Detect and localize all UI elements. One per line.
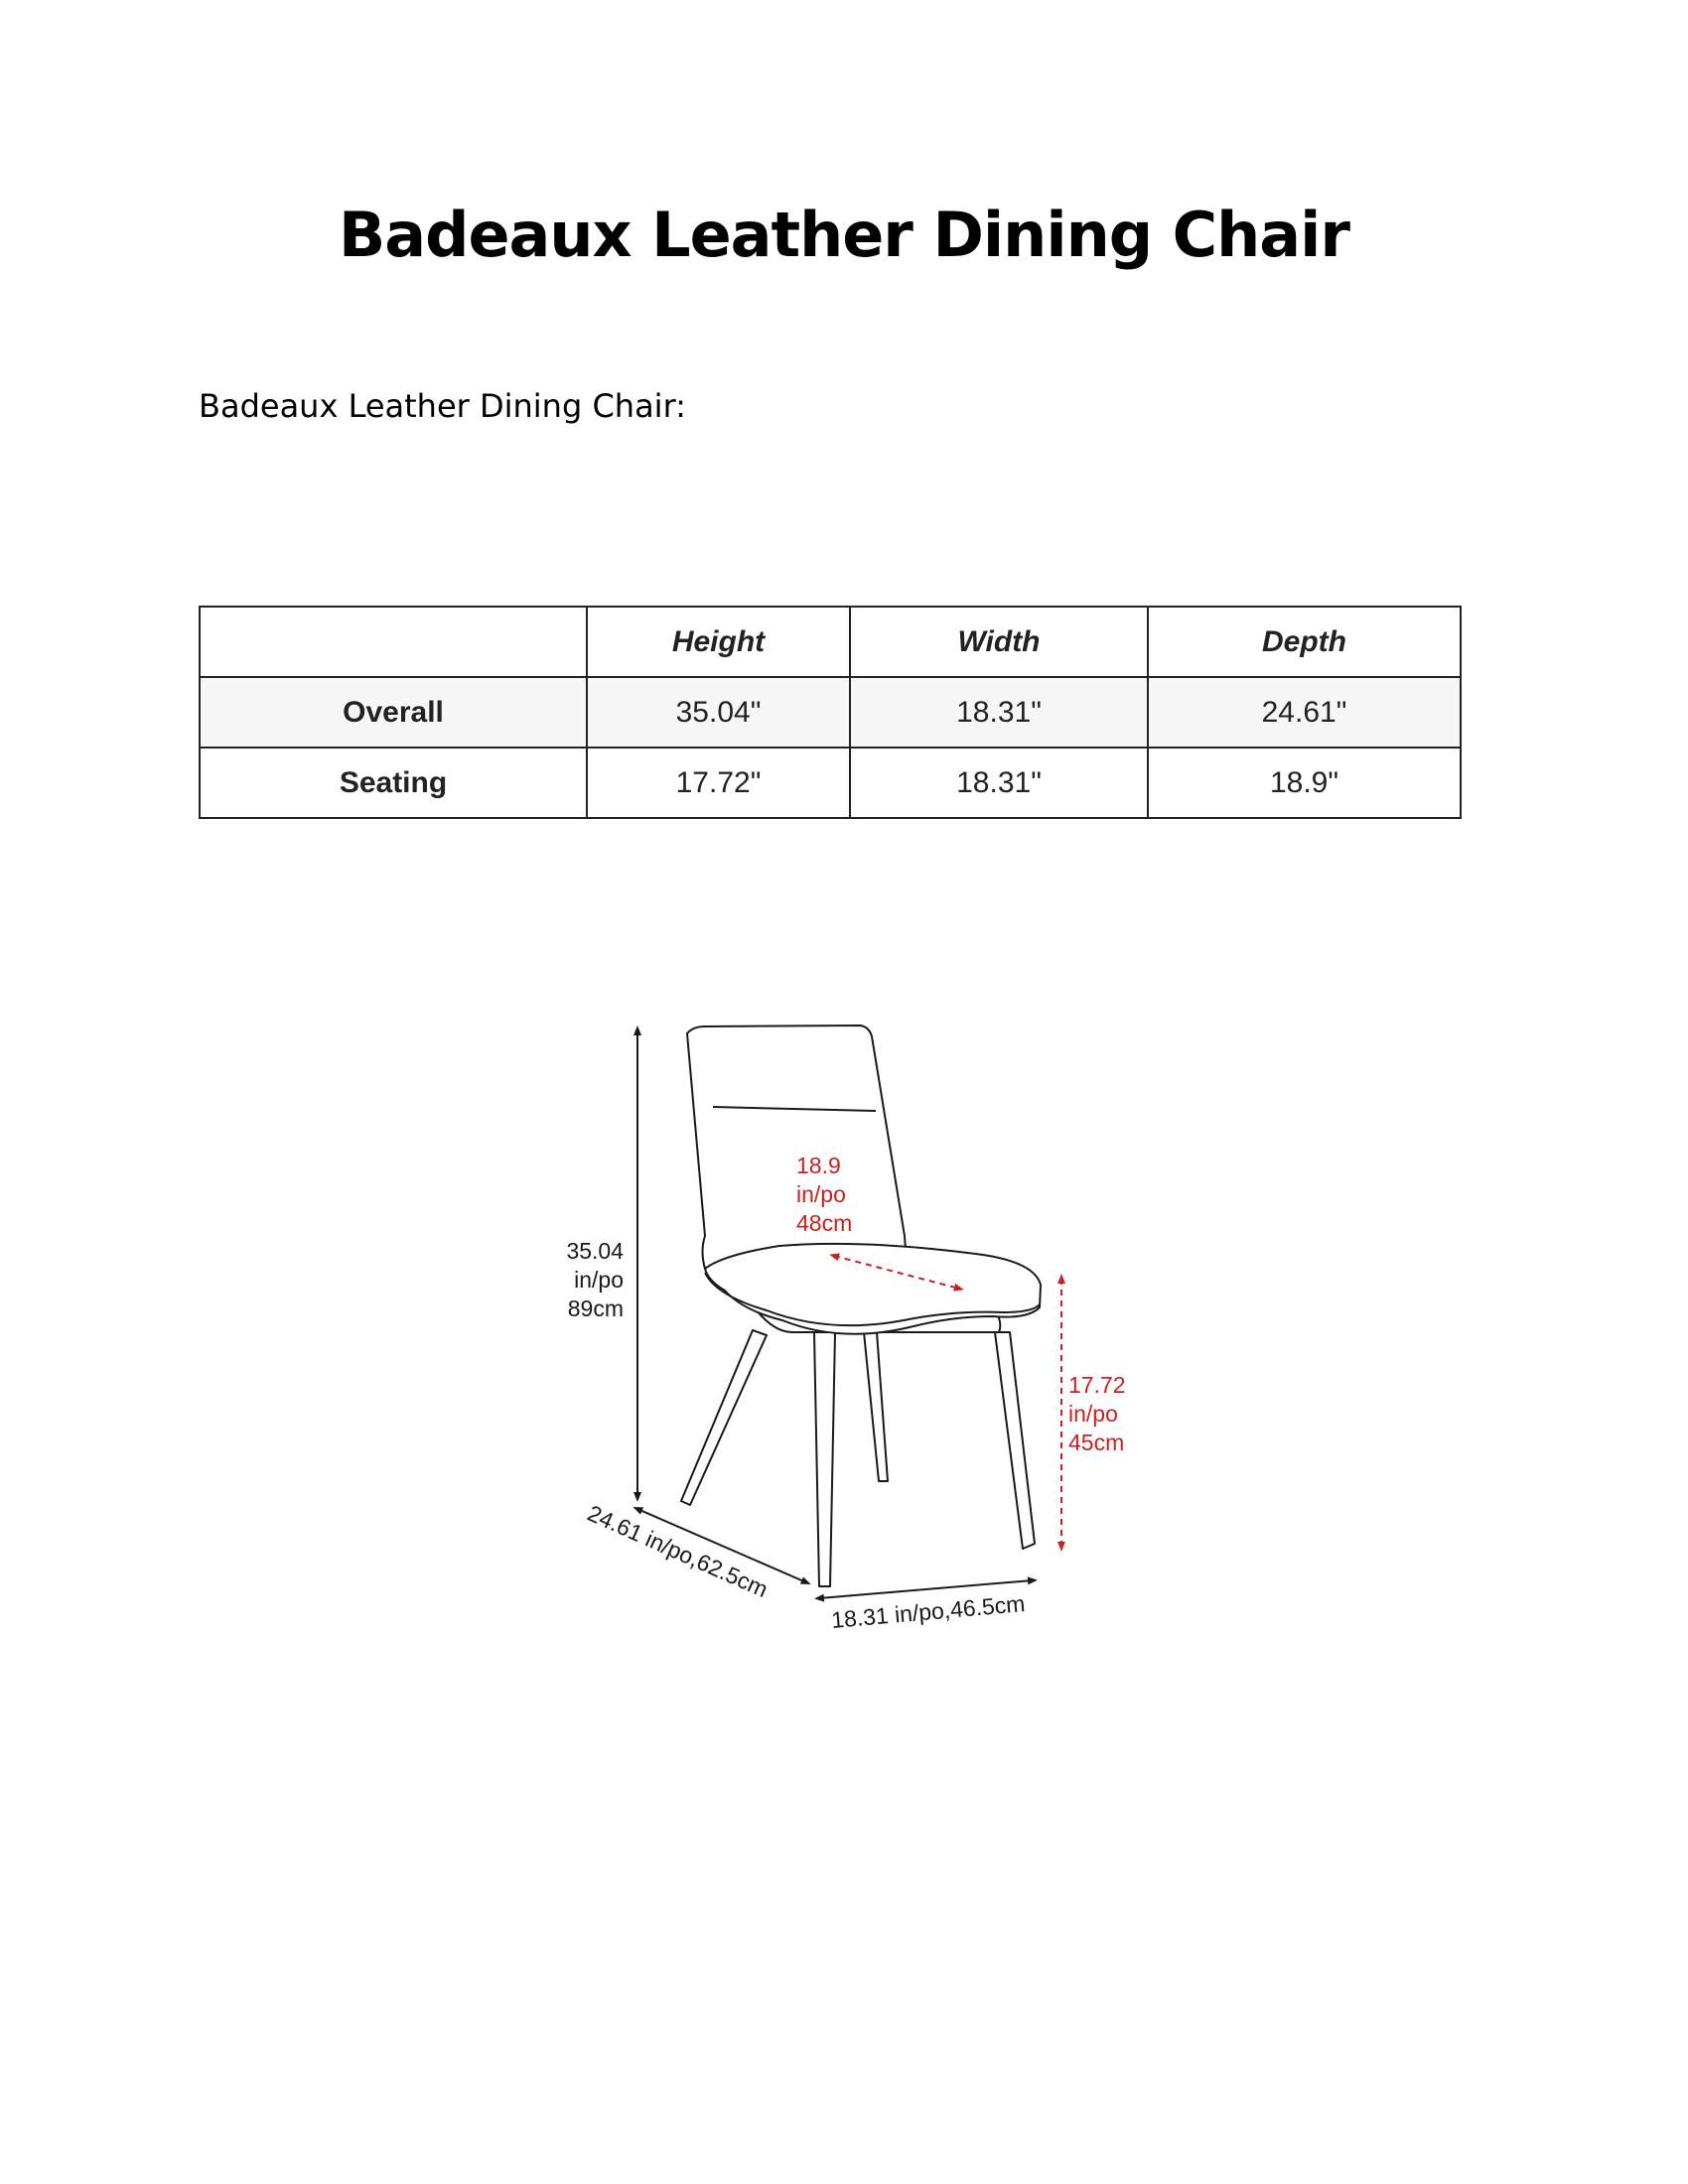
- cell-depth: 18.9": [1148, 748, 1461, 818]
- chair-illustration: [681, 1025, 1041, 1586]
- front-right-leg: [995, 1332, 1035, 1549]
- table-row-seating: [200, 748, 1461, 818]
- seat-depth-label-value: 18.9: [796, 1153, 841, 1178]
- row-label: Overall: [200, 677, 587, 748]
- cell-height: 35.04": [587, 677, 850, 748]
- front-left-leg: [814, 1332, 835, 1586]
- back-left-leg: [681, 1330, 767, 1505]
- seat-depth-label-metric: 48cm: [796, 1210, 853, 1236]
- table-row-overall: [200, 677, 1461, 748]
- header-empty: [200, 607, 587, 677]
- chair-dimension-diagram: [536, 1013, 1172, 1648]
- seat-height-label-unit: in/po: [1068, 1401, 1118, 1427]
- cell-width: 18.31": [850, 677, 1148, 748]
- header-height: Height: [587, 607, 850, 677]
- cell-depth: 24.61": [1148, 677, 1461, 748]
- back-right-leg: [864, 1332, 888, 1481]
- table-header-row: [200, 607, 1461, 677]
- overall-height-label-unit: in/po: [574, 1267, 624, 1293]
- cell-height: 17.72": [587, 748, 850, 818]
- cell-width: 18.31": [850, 748, 1148, 818]
- seat-depth-label-unit: in/po: [796, 1181, 846, 1207]
- seat-height-label-value: 17.72: [1068, 1372, 1126, 1398]
- dimensions-table: [199, 606, 1462, 819]
- overall-depth-label: 24.61 in/po,62.5cm: [583, 1499, 773, 1603]
- overall-width-label: 18.31 in/po,46.5cm: [830, 1590, 1027, 1633]
- overall-height-label-value: 35.04: [566, 1238, 624, 1264]
- page-title: Badeaux Leather Dining Chair: [339, 199, 1349, 271]
- overall-height-label-metric: 89cm: [567, 1296, 624, 1321]
- seat-height-label-metric: 45cm: [1068, 1430, 1125, 1455]
- header-depth: Depth: [1148, 607, 1461, 677]
- row-label: Seating: [200, 748, 587, 818]
- header-width: Width: [850, 607, 1148, 677]
- page-subtitle: Badeaux Leather Dining Chair:: [199, 387, 686, 425]
